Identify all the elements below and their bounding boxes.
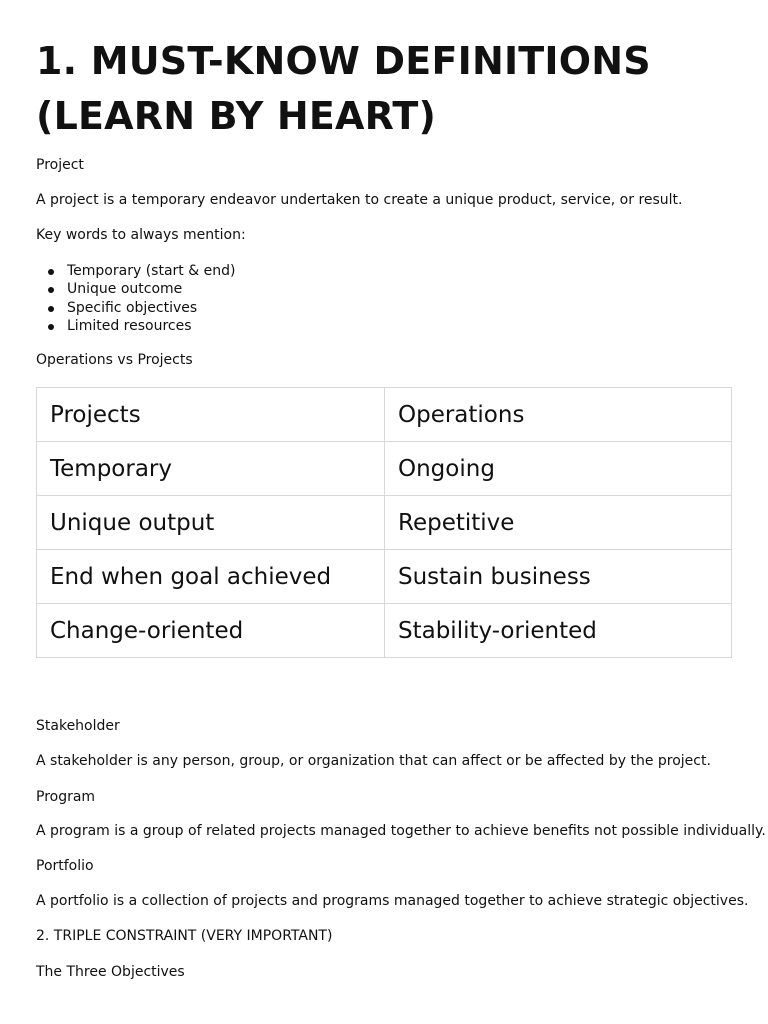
bullet-icon bbox=[48, 324, 54, 330]
bullet-icon bbox=[48, 306, 54, 312]
keywords-list bbox=[36, 262, 235, 335]
list-item: Specific objectives bbox=[36, 299, 235, 317]
table-cell: Repetitive bbox=[385, 496, 732, 550]
table-row bbox=[37, 496, 732, 550]
table-cell: Change-oriented bbox=[37, 604, 385, 658]
keywords-intro: Key words to always mention: bbox=[36, 227, 246, 243]
table-header-cell: Projects bbox=[37, 388, 385, 442]
page-title bbox=[36, 34, 736, 144]
section-2-subheading: The Three Objectives bbox=[36, 964, 185, 980]
table-cell: Sustain business bbox=[385, 550, 732, 604]
project-definition: A project is a temporary endeavor undertaken to create a unique product, service, or result. bbox=[36, 192, 683, 208]
table-cell: Temporary bbox=[37, 442, 385, 496]
list-item: Limited resources bbox=[36, 317, 235, 335]
program-definition: A program is a group of related projects managed together to achieve benefits not possible individually. bbox=[36, 823, 766, 839]
page-title-line-2: (LEARN BY HEART) bbox=[36, 94, 437, 138]
section-2-heading: 2. TRIPLE CONSTRAINT (VERY IMPORTANT) bbox=[36, 928, 333, 944]
table-row bbox=[37, 550, 732, 604]
portfolio-label: Portfolio bbox=[36, 858, 94, 874]
table-row bbox=[37, 442, 732, 496]
stakeholder-definition: A stakeholder is any person, group, or organization that can affect or be affected by the project. bbox=[36, 753, 711, 769]
portfolio-definition: A portfolio is a collection of projects and programs managed together to achieve strategic objectives. bbox=[36, 893, 749, 909]
bullet-icon bbox=[48, 269, 54, 275]
ops-vs-projects-label: Operations vs Projects bbox=[36, 352, 193, 368]
stakeholder-label: Stakeholder bbox=[36, 718, 120, 734]
list-item: Unique outcome bbox=[36, 280, 235, 298]
table-cell: Stability-oriented bbox=[385, 604, 732, 658]
table-cell: End when goal achieved bbox=[37, 550, 385, 604]
table-cell: Unique output bbox=[37, 496, 385, 550]
comparison-table bbox=[36, 387, 732, 658]
bullet-icon bbox=[48, 287, 54, 293]
program-label: Program bbox=[36, 789, 96, 805]
table-row bbox=[37, 604, 732, 658]
table-header-row bbox=[37, 388, 732, 442]
page-title-line-1: 1. MUST-KNOW DEFINITIONS bbox=[36, 39, 651, 83]
list-item: Temporary (start & end) bbox=[36, 262, 235, 280]
table-cell: Ongoing bbox=[385, 442, 732, 496]
table-header-cell: Operations bbox=[385, 388, 732, 442]
project-label: Project bbox=[36, 157, 84, 173]
